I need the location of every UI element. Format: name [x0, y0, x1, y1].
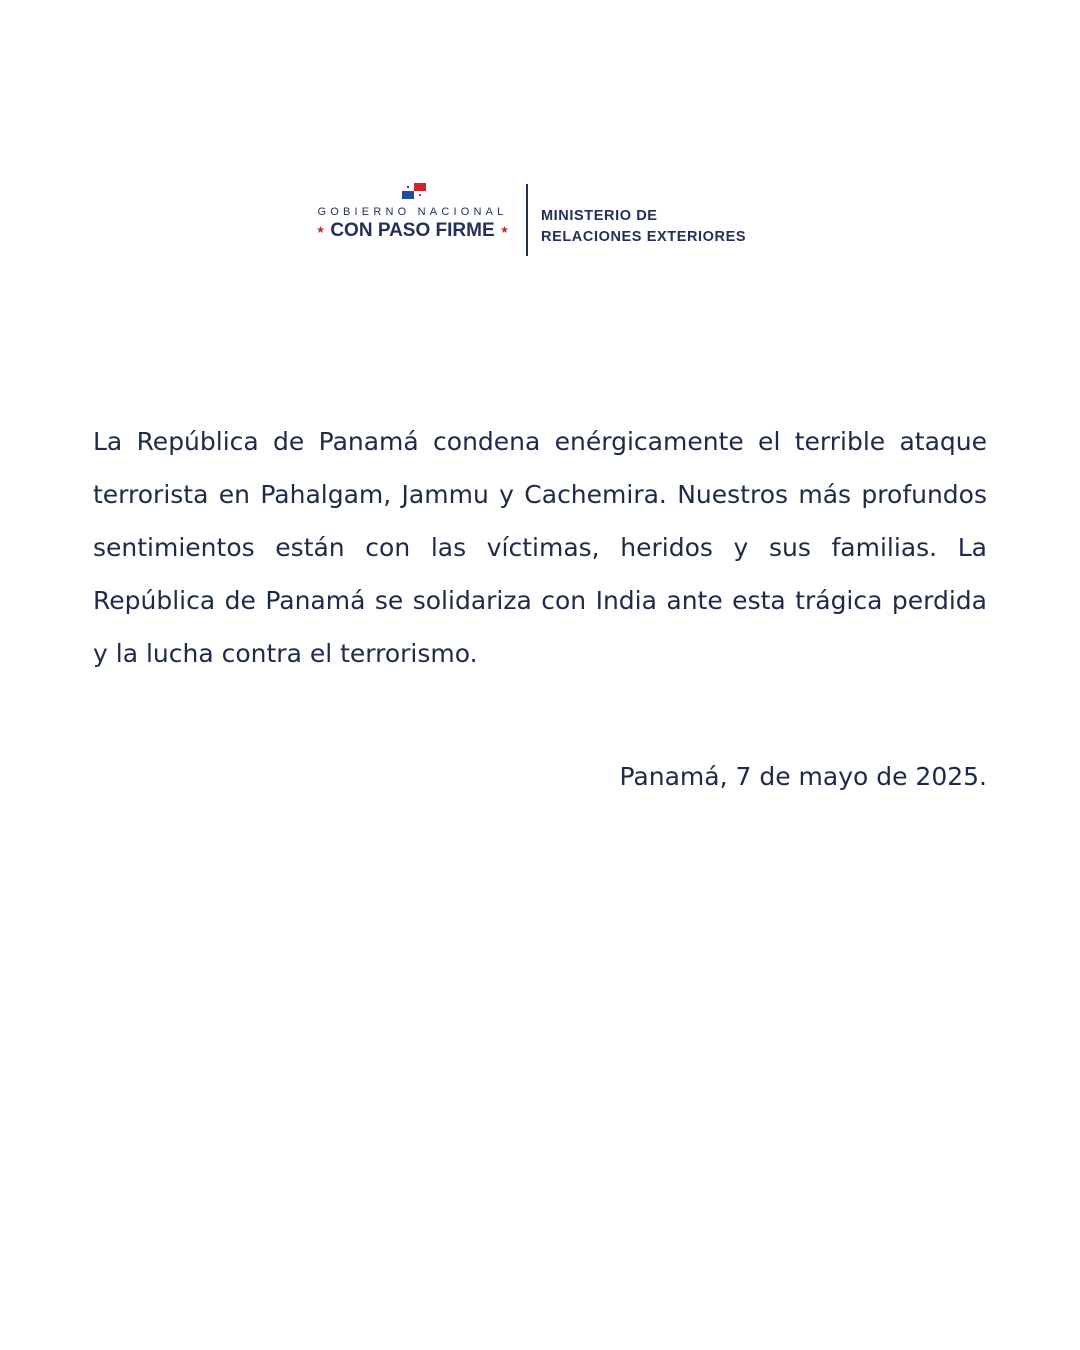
logo-gobierno-nacional: GOBIERNO NACIONAL: [317, 206, 508, 218]
slogan-text: CON PASO FIRME: [330, 220, 495, 241]
statement-body: La República de Panamá condena enérgicamente el terrible ataque terrorista en Pahalgam, Jammu y Cachemira. Nuestros más profundos sentimientos están con las víctimas, heridos y sus familias. La República de Panamá se solidariza con India ante esta trágica perdida y la lucha contra el terrorismo.: [93, 427, 987, 668]
ministry-line-2: RELACIONES EXTERIORES: [541, 229, 747, 245]
star-icon: ★: [499, 225, 509, 236]
ministry-name: [541, 206, 746, 248]
logo-divider: [526, 184, 528, 256]
government-logo: [310, 180, 515, 250]
header: [0, 180, 1080, 260]
logo-slogan: [310, 220, 515, 242]
panama-flag-icon: [402, 183, 426, 199]
ministry-line-1: MINISTERIO DE: [541, 208, 658, 224]
star-icon: ★: [316, 225, 326, 236]
place-date: Panamá, 7 de mayo de 2025.: [619, 762, 987, 791]
